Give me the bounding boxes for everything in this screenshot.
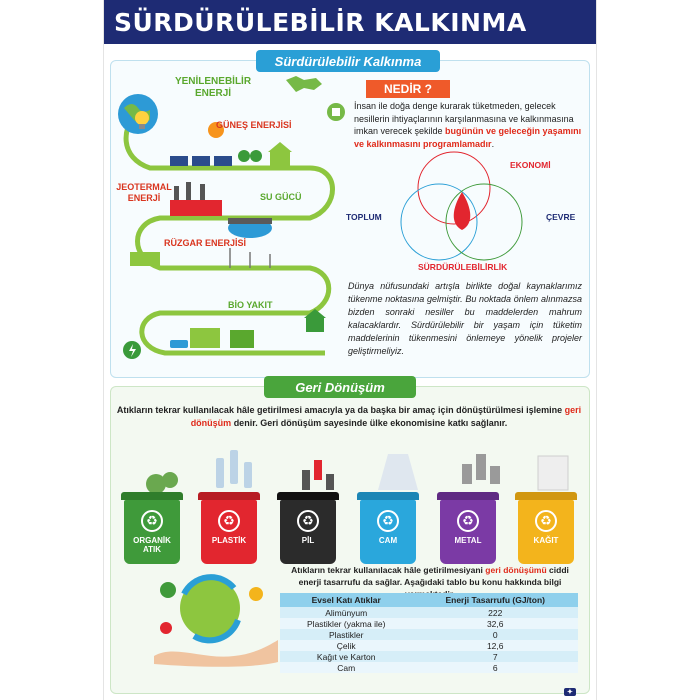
label-wind-energy: RÜZGAR ENERJİSİ — [164, 238, 247, 248]
recycling-globe-icon — [160, 577, 263, 640]
label-bio-fuel: BİO YAKIT — [228, 300, 273, 310]
bin-label-metal: METAL — [454, 536, 482, 545]
paper-icon — [538, 456, 568, 490]
table-cell: 0 — [412, 629, 578, 640]
batteries-icon — [302, 460, 334, 490]
definition-end: . — [491, 138, 495, 149]
savings-intro-part: Atıkların tekrar kullanılacak hâle getirilmesiyani — [291, 565, 486, 575]
label-renewable-energy: YENİLENEBİLİR ENERJİ — [174, 76, 252, 99]
nedir-badge: NEDİR ? — [366, 80, 450, 98]
recycle-icon: ♻ — [535, 510, 557, 532]
table-row — [280, 618, 578, 629]
table-cell: 7 — [412, 651, 578, 662]
label-solar-energy: GÜNEŞ ENERJİSİ — [216, 120, 292, 130]
organic-waste-icon — [146, 472, 178, 494]
metal-cans-icon — [462, 454, 500, 484]
recycling-intro-end: denir. Geri dönüşüm sayesinde ülke ekonomisine katkı sağlanır. — [231, 417, 508, 428]
table-cell: 32,6 — [412, 618, 578, 629]
page-title: SÜRDÜRÜLEBİLİR KALKINMA — [114, 7, 527, 37]
recycle-icon: ♻ — [141, 510, 163, 532]
label-geothermal-energy: JEOTERMAL ENERJİ — [116, 182, 172, 203]
bin-lid — [121, 492, 183, 500]
table-row — [280, 629, 578, 640]
table-row — [280, 651, 578, 662]
recycling-intro-part: Atıkların tekrar kullanılacak hâle getirilmesi amacıyla ya da başka bir amaç için dönüştürülmesi işlemine — [116, 405, 565, 415]
recycling-intro — [116, 404, 582, 429]
water-dam-icon — [228, 218, 272, 238]
publisher-logo: ✦ — [564, 688, 576, 696]
glass-icon — [378, 454, 418, 490]
trees-icon — [238, 150, 262, 162]
table-cell: Kağıt ve Karton — [280, 651, 412, 662]
savings-highlight: geri dönüşümü — [485, 565, 547, 575]
table-row — [280, 607, 578, 618]
plastic-bottles-icon — [216, 450, 252, 488]
car-icon — [170, 340, 188, 348]
table-cell: 222 — [412, 607, 578, 618]
recycle-icon: ♻ — [218, 510, 240, 532]
table-cell: Plastikler — [280, 629, 412, 640]
bin-plastic — [201, 500, 257, 564]
table-row — [280, 640, 578, 651]
savings-intro-end: ciddi enerji tasarrufu da sağlar. Aşağıdaki tablo bu konu hakkında bilgi — [298, 565, 569, 587]
house-icon — [268, 142, 292, 166]
factory-icon — [170, 182, 222, 216]
power-icon — [123, 341, 141, 359]
venn-label-environment: ÇEVRE — [546, 212, 576, 222]
recycling-highlight: geri dönüşüm — [190, 405, 582, 428]
bin-label-plastic: PLASTİK — [211, 536, 247, 545]
world-map-icon — [286, 76, 322, 92]
bin-glass — [360, 500, 416, 564]
table-cell: 6 — [412, 662, 578, 673]
hand-icon — [154, 640, 278, 667]
population-paragraph: Dünya nüfusundaki artışla birlikte doğal kaynaklarımız tükenme noktasına gelmiştir. Bu noktada önlem alınmazsa bizden sonraki nesiller bu maddelerden mahrum kalacaklardır. Sürdürülebilir bir yaşam için tüketim maddelerinin tükenmesini önlemeye yönelik projeler geliştirmeliyiz. — [348, 281, 582, 356]
battery-icon — [130, 252, 160, 266]
venn-label-sustainability: SÜRDÜRÜLEBİLİRLİK — [418, 262, 508, 272]
bin-lid — [198, 492, 260, 500]
title-banner — [104, 0, 596, 44]
recycle-icon: ♻ — [297, 510, 319, 532]
bin-label-glass: CAM — [378, 536, 398, 545]
bin-metal — [440, 500, 496, 564]
table-header-row — [280, 593, 578, 607]
table-cell: 12,6 — [412, 640, 578, 651]
energy-path-illustration — [110, 68, 360, 368]
bin-label-battery: PİL — [301, 536, 315, 545]
table-cell: Plastikler (yakma ile) — [280, 618, 412, 629]
label-hydro-power: SU GÜCÜ — [260, 192, 302, 202]
biofuel-plant-icon — [190, 328, 254, 348]
definition-text — [354, 100, 584, 150]
solar-panels-icon — [170, 156, 232, 166]
table-cell: Cam — [280, 662, 412, 673]
venn-label-economy: EKONOMİ — [510, 160, 551, 170]
table-cell: Alimünyum — [280, 607, 412, 618]
bin-organic — [124, 500, 180, 564]
bin-lid — [515, 492, 577, 500]
definition-highlight: bugünün ve geleceğin yaşamını ve kalkınmasını programlamadır — [354, 126, 582, 149]
waste-items-illustration — [118, 440, 588, 496]
recycling-globe-illustration — [144, 564, 284, 674]
energy-savings-table — [280, 593, 578, 673]
table-header: Enerji Tasarrufu (GJ/ton) — [412, 593, 578, 607]
recycle-icon: ♻ — [457, 510, 479, 532]
poster — [104, 0, 596, 700]
bin-paper — [518, 500, 574, 564]
wind-turbines-icon — [230, 248, 270, 268]
bin-label-paper: KAĞIT — [533, 536, 559, 545]
bin-battery — [280, 500, 336, 564]
definition-text-part: İnsan ile doğa denge kurarak tüketmeden, gelecek nesillerin ihtiyaçlarının karşılanmasına ve kalkınmasına imkan verecek şekilde — [354, 101, 574, 136]
section-heading-sustainability: Sürdürülebilir Kalkınma — [256, 50, 440, 72]
bin-lid — [277, 492, 339, 500]
recycle-icon: ♻ — [377, 510, 399, 532]
table-row — [280, 662, 578, 673]
bin-lid — [437, 492, 499, 500]
table-header: Evsel Katı Atıklar — [280, 593, 412, 607]
bin-lid — [357, 492, 419, 500]
plug-icon — [327, 103, 345, 121]
section-heading-recycling: Geri Dönüşüm — [264, 376, 416, 398]
table-cell: Çelik — [280, 640, 412, 651]
bin-label-organic: ORGANİK ATIK — [133, 536, 171, 554]
venn-label-society: TOPLUM — [346, 212, 382, 222]
